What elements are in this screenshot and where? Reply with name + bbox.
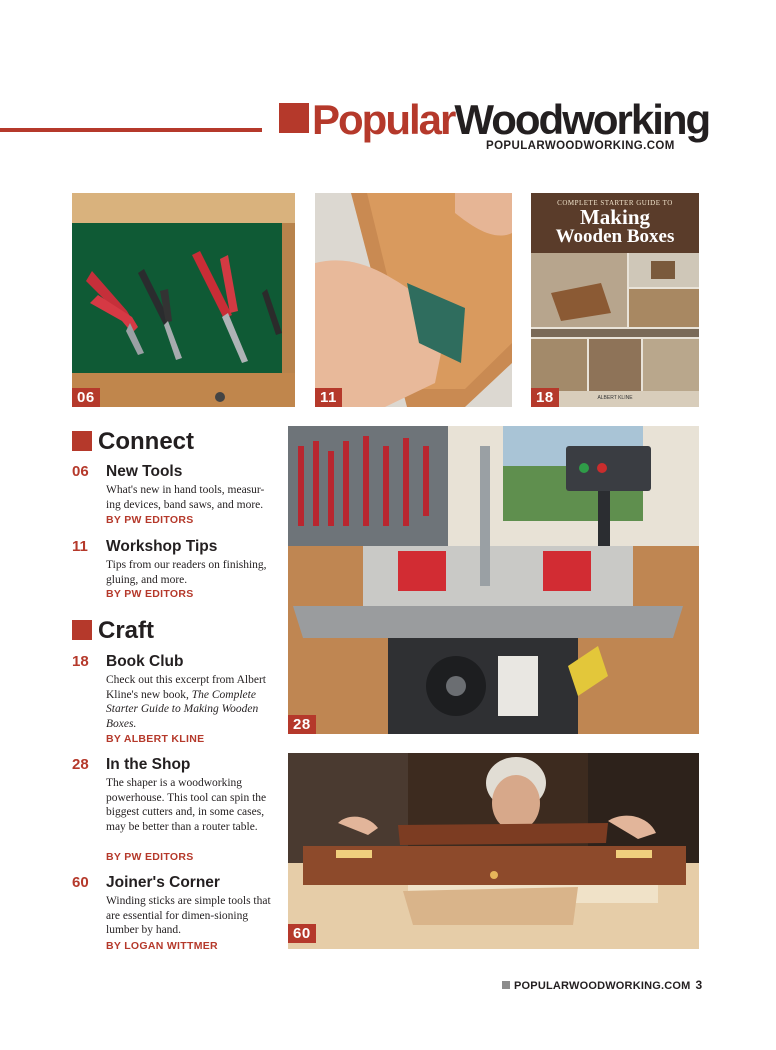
section-square-icon bbox=[72, 431, 92, 451]
section-heading-text: Connect bbox=[98, 428, 194, 455]
entry-page-number: 60 bbox=[72, 874, 89, 891]
page-number-badge: 11 bbox=[315, 388, 342, 407]
entry-title: In the Shop bbox=[106, 756, 191, 773]
page-number-badge: 60 bbox=[288, 924, 316, 943]
photo-sanding[interactable] bbox=[315, 193, 512, 407]
page-number-badge: 06 bbox=[72, 388, 100, 407]
entry-page-number: 18 bbox=[72, 653, 89, 670]
photo-pliers[interactable] bbox=[72, 193, 295, 407]
entry-description: Tips from our readers on finishing, gluing, and more. bbox=[106, 559, 267, 586]
entry-page-number: 06 bbox=[72, 463, 89, 480]
entry-byline: BY PW EDITORS bbox=[106, 588, 194, 600]
entry-page-number: 11 bbox=[72, 538, 88, 555]
entry-byline: BY PW EDITORS bbox=[106, 514, 194, 526]
photo-shaper[interactable] bbox=[288, 426, 699, 734]
footer-url[interactable]: POPULARWOODWORKING.COM bbox=[514, 980, 691, 992]
entry-title: New Tools bbox=[106, 463, 183, 480]
pliers-image bbox=[72, 193, 295, 407]
entry-description: Winding sticks are simple tools that are essential for dimen-sioning lumber by hand. bbox=[106, 895, 271, 936]
section-heading-connect bbox=[72, 428, 194, 456]
book-cover-title-2: Wooden Boxes bbox=[555, 226, 675, 247]
entry-byline: BY ALBERT KLINE bbox=[106, 733, 205, 745]
entry-book-title: The Complete Starter Guide to Making Wooden Boxes. bbox=[106, 688, 259, 730]
entry-byline: BY LOGAN WITTMER bbox=[106, 940, 218, 952]
footer-page-number: 3 bbox=[695, 978, 703, 992]
footer-square-icon bbox=[502, 981, 510, 989]
section-heading-craft bbox=[72, 617, 154, 645]
entry-description: What's new in hand tools, measur-ing devices, band saws, and more. bbox=[106, 484, 265, 511]
entry-description-text: Check out this excerpt from Albert Kline's new book, bbox=[106, 674, 267, 701]
entry-description: The shaper is a woodworking powerhouse. This tool can spin the biggest cutters and, in some cases, may be better than a router table. bbox=[106, 777, 267, 833]
shaper-image bbox=[288, 426, 699, 734]
toc-entry-joiners-corner[interactable] bbox=[72, 874, 282, 954]
toc-entry-book-club[interactable] bbox=[72, 653, 282, 747]
brand-logo[interactable] bbox=[312, 96, 709, 144]
entry-page-number: 28 bbox=[72, 756, 89, 773]
sanding-image bbox=[315, 193, 512, 407]
book-cover-photos bbox=[531, 253, 699, 407]
entry-byline: BY PW EDITORS bbox=[106, 851, 194, 863]
entry-title: Book Club bbox=[106, 653, 184, 670]
toc-entry-in-the-shop[interactable] bbox=[72, 756, 282, 866]
book-cover-author: ALBERT KLINE bbox=[597, 395, 633, 401]
entry-title: Joiner's Corner bbox=[106, 874, 220, 891]
brand-square-icon bbox=[279, 103, 309, 133]
book-cover-subtitle: COMPLETE STARTER GUIDE TO bbox=[557, 199, 673, 207]
masthead-rule bbox=[0, 128, 262, 132]
section-square-icon bbox=[72, 620, 92, 640]
page-number-badge: 18 bbox=[531, 388, 559, 407]
brand-word-woodworking: Woodworking bbox=[454, 96, 710, 143]
photo-winding-sticks[interactable] bbox=[288, 753, 699, 949]
winding-sticks-image bbox=[288, 753, 699, 949]
toc-entry-new-tools[interactable] bbox=[72, 463, 282, 525]
entry-title: Workshop Tips bbox=[106, 538, 218, 555]
photo-book-cover[interactable] bbox=[531, 193, 699, 407]
toc-entry-workshop-tips[interactable] bbox=[72, 538, 282, 600]
section-heading-text: Craft bbox=[98, 617, 155, 644]
book-cover-title-1: Making bbox=[579, 205, 650, 229]
page-number-badge: 28 bbox=[288, 715, 316, 734]
brand-word-popular: Popular bbox=[312, 96, 455, 143]
entry-description bbox=[106, 673, 276, 731]
masthead-url[interactable]: POPULARWOODWORKING.COM bbox=[486, 140, 675, 152]
page-footer bbox=[502, 978, 702, 992]
